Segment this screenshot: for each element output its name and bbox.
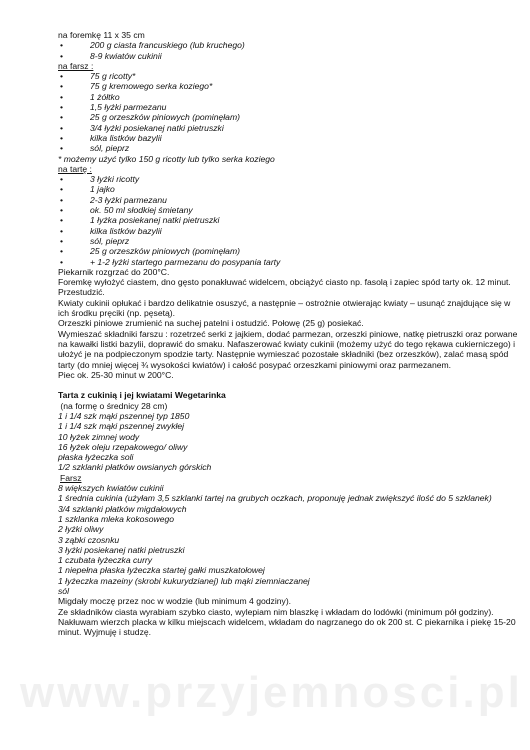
bullet-icon: • xyxy=(60,225,64,236)
list-item-text: 3 łyżki ricotty xyxy=(90,174,140,185)
list-item-text: 200 g ciasta francuskiego (lub kruchego) xyxy=(90,40,245,51)
form-size-line: na foremkę 11 x 35 cm xyxy=(58,30,145,40)
tarte-heading: na tartę : xyxy=(58,163,92,174)
list-item: 1/2 szklanki płatków owsianych górskich xyxy=(58,462,212,473)
bullet-icon: • xyxy=(60,40,64,51)
recipe-title: Tarta z cukinią i jej kwiatami Wegetarinka xyxy=(58,390,226,401)
list-item xyxy=(58,51,520,61)
bullet-icon: • xyxy=(60,256,64,267)
list-item: 1 i 1/4 szk mąki pszennej typ 1850 xyxy=(58,410,190,421)
instruction-paragraph: Ze składników ciasta wyrabiam szybko ciasto, wylepiam nim blaszkę i wkładam do lodówki (minimum pół godziny). xyxy=(58,606,494,617)
bullet-icon: • xyxy=(60,215,64,226)
list-item: 1 średnia cukinia (użyłam 3,5 szklanki tartej na grubych oczkach, proponuję jednak zwiększyć ilość do 5 szklanek) xyxy=(58,493,492,504)
list-item xyxy=(58,215,520,225)
bullet-icon: • xyxy=(60,102,64,113)
bullet-icon: • xyxy=(60,112,64,123)
instruction-paragraph: Migdały moczę przez noc w wodzie (lub minimum 4 godziny). xyxy=(58,596,292,607)
list-item-text: sól, pieprz xyxy=(90,235,130,246)
instruction-paragraph: Nakłuwam wierzch placka w kilku miejscach widelcem, wkładam do nagrzanego do ok 200 st. C piekarnika i piekę 15-20 minut. Wyjmuję i studzę. xyxy=(58,616,516,638)
dough-ingredients-list xyxy=(58,411,520,473)
list-item-text: kilka listków bazylii xyxy=(90,225,162,236)
bullet-icon: • xyxy=(60,174,64,185)
bullet-icon: • xyxy=(60,246,64,257)
list-item-text: 8-9 kwiatów cukinii xyxy=(90,50,162,61)
list-item: 10 łyżek zimnej wody xyxy=(58,431,140,442)
list-item: 16 łyżek oleju rzepakowego/ oliwy xyxy=(58,441,188,452)
bullet-icon: • xyxy=(60,132,64,143)
list-item: 8 większych kwiatów cukinii xyxy=(58,483,164,494)
bullet-icon: • xyxy=(60,184,64,195)
list-item-text: 1 jajko xyxy=(90,184,115,195)
bullet-icon: • xyxy=(60,50,64,61)
list-item-text: ok. 50 ml słodkiej śmietany xyxy=(90,205,193,216)
list-item xyxy=(58,195,520,205)
list-item xyxy=(58,81,520,91)
list-item-text: 1,5 łyżki parmezanu xyxy=(90,102,167,113)
list-item xyxy=(58,143,520,153)
list-item xyxy=(58,92,520,102)
instruction-paragraph: Kwiaty cukinii opłukać i bardzo delikatnie osuszyć, a następnie – ostrożnie otwierając kwiaty – usunąć znajdujące się w ich środku pręciki (np. pęsetą). xyxy=(58,297,511,319)
bullet-icon: • xyxy=(60,235,64,246)
farsz2-ingredients-list xyxy=(58,483,520,596)
list-item xyxy=(58,71,520,81)
farsz-heading: na farsz : xyxy=(58,60,94,71)
list-item-text: 25 g orzeszków piniowych (pominęłam) xyxy=(90,112,240,123)
bullet-icon: • xyxy=(60,91,64,102)
list-item xyxy=(58,257,520,267)
list-item xyxy=(58,112,520,122)
list-item xyxy=(58,184,520,194)
substitution-note: * możemy użyć tylko 150 g ricotty lub tylko serka koziego xyxy=(58,153,275,164)
base-ingredients-list xyxy=(58,40,520,61)
list-item-text: sól, pieprz xyxy=(90,143,130,154)
list-item-text: 3/4 łyżki posiekanej natki pietruszki xyxy=(90,122,224,133)
list-item xyxy=(58,226,520,236)
recipe-subtitle: (na formę o średnicy 28 cm) xyxy=(58,400,168,411)
list-item-text: 1 żółtko xyxy=(90,91,120,102)
list-item: 1 niepełna płaska łyżeczka startej gałki muszkatołowej xyxy=(58,565,265,576)
list-item: 3 ząbki czosnku xyxy=(58,534,120,545)
bullet-icon: • xyxy=(60,143,64,154)
list-item: sól xyxy=(58,586,69,597)
bullet-icon: • xyxy=(60,205,64,216)
farsz2-heading: Farsz xyxy=(60,472,82,483)
list-item-text: 1 łyżka posiekanej natki pietruszki xyxy=(90,215,220,226)
list-item-text: + 1-2 łyżki startego parmezanu do posypania tarty xyxy=(90,256,281,267)
instruction-paragraph: Wymieszać składniki farszu : rozetrzeć serki z jajkiem, dodać parmezan, orzeszki piniowe, natkę pietruszki oraz porwane na kawałki listki bazylii, doprawić do smaku. Nafaszerować kwiaty cukinii (możemy użyć do tego rękawa cukierniczego) i ułożyć je na podpieczonym spodzie tarty. Następnie wymieszać pozostałe składniki (bez orzeszków), zalać masą spód tarty (do mniej więcej ¾ wysokości kwiatów) i całość posypać orzeszkami piniowymi oraz parmezanem. xyxy=(58,328,518,370)
list-item-text: 2-3 łyżki parmezanu xyxy=(90,194,167,205)
instruction-paragraph: Foremkę wyłożyć ciastem, dno gęsto ponakłuwać widelcem, obciążyć ciasto np. fasolą i zapiec spód tarty ok. 12 minut. Przestudzić. xyxy=(58,277,511,298)
list-item-text: 25 g orzeszków piniowych (pominęłam) xyxy=(90,246,240,257)
farsz-ingredients-list xyxy=(58,71,520,153)
instruction-paragraph: Orzeszki piniowe zrumienić na suchej patelni i ostudzić. Połowę (25 g) posiekać. xyxy=(58,318,364,329)
list-item: 3 łyżki posiekanej natki pietruszki xyxy=(58,544,185,555)
list-item: 1 i 1/4 szk mąki pszennej zwykłej xyxy=(58,421,185,432)
list-item xyxy=(58,174,520,184)
instruction-paragraph: Piec ok. 25-30 minut w 200°C. xyxy=(58,369,174,380)
list-item xyxy=(58,123,520,133)
recipe-document xyxy=(58,30,520,638)
tarte-ingredients-list xyxy=(58,174,520,267)
list-item-text: kilka listków bazylii xyxy=(90,132,162,143)
bullet-icon: • xyxy=(60,81,64,92)
list-item: 3/4 szklanki płatków migdałowych xyxy=(58,503,187,514)
list-item-text: 75 g ricotty* xyxy=(90,71,136,82)
bullet-icon: • xyxy=(60,71,64,82)
list-item-text: 75 g kremowego serka koziego* xyxy=(90,81,213,92)
list-item: płaska łyżeczka soli xyxy=(58,452,134,463)
list-item xyxy=(58,133,520,143)
bullet-icon: • xyxy=(60,194,64,205)
list-item xyxy=(58,40,520,50)
list-item: 1 łyżeczka mazeiny (skrobi kukurydzianej) lub mąki ziemniaczanej xyxy=(58,575,310,586)
list-item xyxy=(58,205,520,215)
list-item xyxy=(58,236,520,246)
watermark-logo: www.przyjemnosci.pl xyxy=(20,668,523,717)
list-item: 2 łyżki oliwy xyxy=(58,524,104,535)
list-item: 1 czubata łyżeczka curry xyxy=(58,555,153,566)
list-item xyxy=(58,246,520,256)
list-item: 1 szklanka mleka kokosowego xyxy=(58,513,175,524)
instruction-paragraph: Piekarnik rozgrzać do 200°C. xyxy=(58,266,170,277)
bullet-icon: • xyxy=(60,122,64,133)
list-item xyxy=(58,102,520,112)
